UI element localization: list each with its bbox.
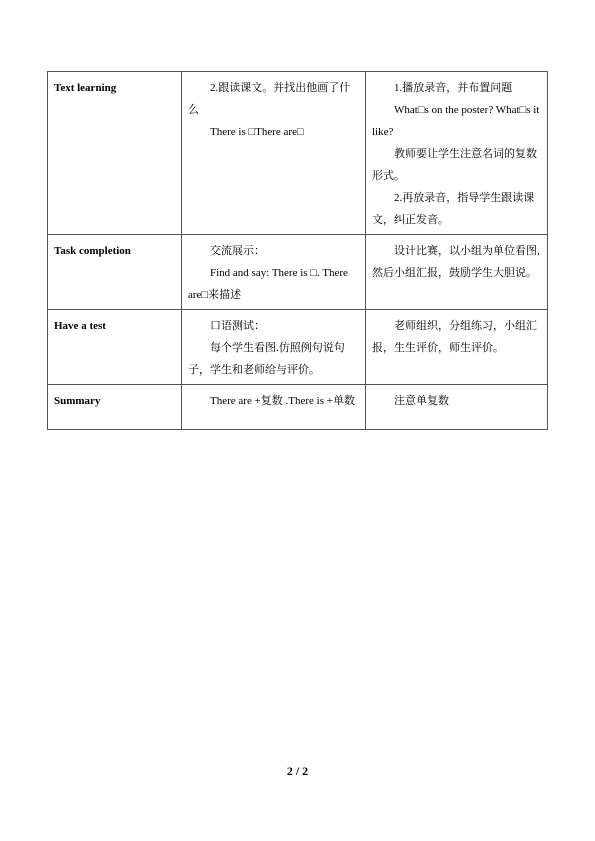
activity-text: 交流展示：: [210, 245, 265, 257]
teacher-cell: [366, 385, 548, 430]
activity-text: 口语测试：: [210, 320, 265, 332]
table-row-summary: [48, 385, 548, 430]
activity-cell: [182, 235, 366, 310]
activity-text: There are +复数 .There is +单数: [210, 395, 355, 407]
lesson-plan-table: [47, 71, 548, 430]
teacher-text: 老师组织，分组练习，小组汇报，生生评价，师生评价。: [372, 320, 537, 354]
teacher-cell: [366, 72, 548, 235]
activity-text: 2.跟读课文。并找出他画了什么: [188, 82, 351, 116]
activity-cell: [182, 310, 366, 385]
row-label: Text learning: [48, 72, 182, 235]
teacher-text: 2.再放录音，指导学生跟读课文，纠正发音。: [372, 192, 535, 226]
table-row-task-completion: [48, 235, 548, 310]
teacher-cell: [366, 235, 548, 310]
activity-cell: [182, 385, 366, 430]
row-label: Have a test: [48, 310, 182, 385]
activity-text: There is □There are□: [210, 126, 304, 138]
page-number: 2 / 2: [286, 764, 309, 778]
activity-text: 每个学生看图.仿照例句说句子，学生和老师给与评价。: [188, 342, 345, 376]
teacher-text: 注意单复数: [394, 395, 449, 407]
row-label: Summary: [48, 385, 182, 430]
teacher-text: 设计比赛，以小组为单位看图,然后小组汇报，鼓励学生大胆说。: [372, 245, 540, 279]
table-row-text-learning: [48, 72, 548, 235]
teacher-text: 教师要让学生注意名词的复数形式。: [372, 148, 537, 182]
teacher-text: What□s on the poster? What□s it like?: [372, 104, 540, 138]
row-label: Task completion: [48, 235, 182, 310]
activity-text: Find and say: There is □. There are□来描述: [188, 267, 348, 301]
table-row-have-a-test: [48, 310, 548, 385]
teacher-text: 1.播放录音，并布置问题: [394, 82, 513, 94]
activity-cell: [182, 72, 366, 235]
teacher-cell: [366, 310, 548, 385]
